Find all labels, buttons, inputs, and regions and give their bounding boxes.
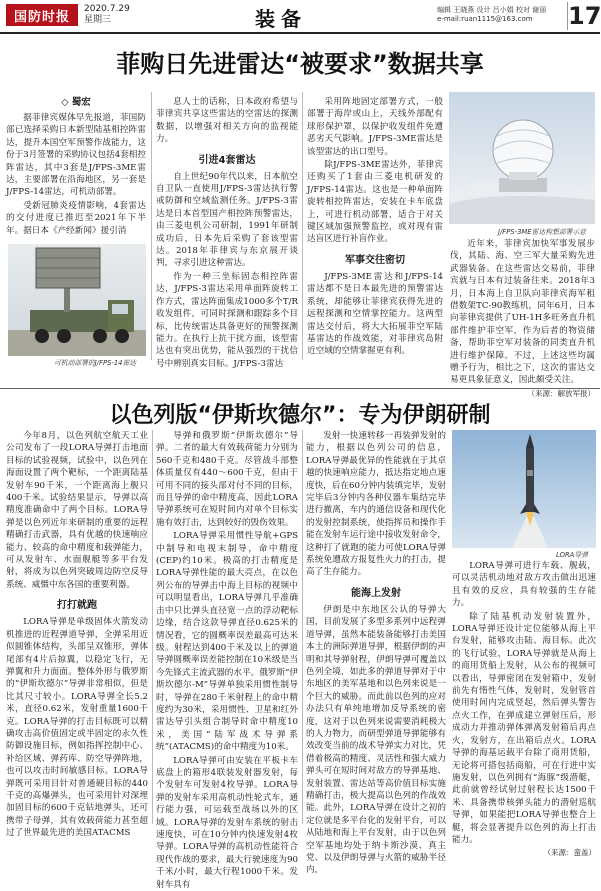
column-divider xyxy=(302,92,303,360)
credits-line-1: 编辑 王晓燕 设计 吕小娟 校对 谢丽 xyxy=(437,6,547,14)
paragraph: 自上世纪90年代以来，日本航空自卫队一直使用J/FPS-3雷达执行警戒防御和空域监测任务。J/FPS-3雷达是日本首型国产相控阵预警雷达，由三菱电机公司研制，1991年研制成功后，日本先后采购了套该型雷达。2018年菲律宾与东京展开谈判，寻求引进这种雷达。 xyxy=(156,171,298,269)
article1-subheading-2: 军事交往密切 xyxy=(345,254,405,266)
paragraph: 受新冠肺炎疫情影响，4套雷达的交付进度已推迟至2021年下半年。据日本《产经新闻》援引消 xyxy=(6,200,146,236)
article2-column-1 xyxy=(6,430,148,839)
article2-column-3 xyxy=(306,430,446,876)
paragraph: 息人士的话称，日本政府希望与菲律宾共享这些雷达的空雷达的探测数据，以增强对相关方向的监视能力。 xyxy=(156,97,298,145)
article1-column-3 xyxy=(307,96,443,360)
paragraph: 发射一快速转移一再装弹发射的能力，根据以色列公司的信息，LORA导弹最优异的性能就在于其卓越的快速响应能力，抵达指定地点速度快，后在60分钟内装填完毕，发射完毕后3分钟内各种仪器车集结完毕进行撤离，车内的通信设备和现代化的发射控制系统，使指挥员和操作手能在发射车运行途中接收发射命令，这种打了就跑的能力可使LORA导弹系统免遭敌方报复性火力的打击，提高了生存能力。 xyxy=(306,431,446,578)
article2-column-2 xyxy=(156,430,298,890)
paragraph: LORA导弹是单级固体火箭发动机推进的近程弹道导弹，全弹采用近似圆锥体结构，头部呈双锥形，弹体尾部有4片后掠翼，以稳定飞行，无弹翼和升力面面。整体外形与俄罗斯的“伊斯坎德尔”导弹非常相似，但是比其尺寸较小。LORA导弹全长5.2米，直径0.62米，发射重量1600千克。LORA导弹的打击目标既可以精确攻击高价值固定或半固定的永久性防御设施目标，例如指挥控制中心、补给区域、弹药库、防空导弹阵地，也可以攻击时间敏感目标。LORA导弹既可采用目针对普通硬目标的440千克的高爆弹头，也可采用针对深埋加固目标的600千克钻地弹头，还可携带子母弹，其有效载荷能力甚至超过了世界最先进的美国ATACMS xyxy=(6,617,148,839)
masthead xyxy=(0,0,600,34)
column-divider xyxy=(151,92,152,360)
paragraph: LORA导弹采用惯性导航+GPS中制导和电视末制导，命中精度(CEP)约10米。极高的打击精度是LORA导弹性能的最大亮点，在以色列公布的导弹击中海上目标的视频中可以明显看出，LORA导弹几乎准确击中只比弹头直径宽一点的浮动靶标边缘，结合这款导弹直径0.625米的情况看，它的圆概率误差最高可达米级。射程达到400千米及以上的弹道导弹圆概率误差能控制在10米级是当今先锋式主流武器的水平。俄罗斯“伊斯坎德尔-M”导弹单独采用惯性制导时，导弹在280千米射程上的命中精度约为30米，采用惯性、卫星和红外雷达导引头组合制导时命中精度10米，美国“陆军战术导弹系统”(ATACMS)的命中精度为10米。 xyxy=(156,531,298,753)
article2-subheading-2: 能海上发射 xyxy=(351,587,401,599)
section-title: 装备 xyxy=(255,7,307,31)
issue-weekday: 星期三 xyxy=(84,15,112,25)
article2-column-4 xyxy=(452,560,596,858)
paragraph: 今年8月，以色列航空航天工业公司发布了一段LORA导弹打击地面目标的试验视频，试验中，以色列在海面设置了两个靶标，一个距离陆基发射车90千米，一个距离海上舰只400千米。试验结果显示，导弹以高精度准确命中了两个目标。LORA导弹是以色列近年来研制的重要的远程精确打击武器，具有优越的快速响应能力、较高的命中精度和载弹能力，可从发射车、水面舰艇等多平台发射，将成为以色列突破周边防空反导系统、威慑中东各国的重要利器。 xyxy=(6,431,148,590)
paragraph: LORA导弹可进行车载、舰载，可以灵活机动地对敌方攻击做出迅速且有效的反应，具有较强的生存能力。 xyxy=(452,561,596,609)
paragraph: 作为一种三坐标固态相控阵雷达，J/FPS-3雷达采用单面阵旋转工作方式，雷达阵面集成1000多个T/R收发组件，可同时探测和跟踪多个目标，比传统雷达具备更好的预警探测能力。在执行上抗干扰方面，该型雷达也有突出优势，能从强烈的干扰信号中辨别真实目标。J/FPS-3雷达 xyxy=(156,271,298,369)
paragraph: J/FPS-3ME雷达和J/FPS-14雷达都不是日本最先进的预警雷达系统，却能够让菲律宾获得先进的远程探测和空情掌控能力。这两型雷达交付后，将大大拓展菲空军陆基雷达的作战效能，对菲律宾岛附近空域的空情掌握更有利。 xyxy=(307,271,443,357)
paragraph: 近年来，菲律宾加快军事发展步伐，其陆、海、空三军大量采购先进武器装备。在这些雷达交易前，菲律宾就与日本有过装备往来。2018年3月，日本海上自卫队向菲律宾海军租借数架TC-90教练机，同年6月，日本向菲律宾提供了UH-1H多旺务直升机部件维护菲空军，作为后者的物资储备，帮助菲空军对装备的同类直升机进行维护保障。不过，上述这些均属赠予行为，相比之下，这次的雷达交易更具象征意义，因此颇受关注。 xyxy=(450,239,595,386)
radar-truck-illustration xyxy=(8,244,146,356)
article2-subheading-1: 打打就跑 xyxy=(57,600,97,612)
radar-truck-caption: 可机动部署的J/FPS-14雷达 xyxy=(54,359,137,367)
paragraph: 伊朗是中东地区公认的导弹大国，目前发展了多型多系列中远程弹道导弹，虽然本能装备能够打击美国本土的洲际弹道导弹，根据伊朗的声明和其导弹射程，伊朗导弹可覆盖以色列全境，如此多的弹道导弹对于中东地区的美军基地和以色列来说是一个巨大的威胁。而此前以色列的应对办法只有单纯地增加反导系统的密度，这对于以色列来说需要消耗极大的人力物力，而研型弹道导弹能够有效改变当前的战术导弹实力对比，凭借着极高的精度、灵活性和强大威力弹头可在短时间对敌方的导弹基地、发射装置、雷达站等高价值目标实施精确打击，极大提高以色列的作战效能。此外，LORA导弹在设计之初的定位就是多平台化的发射平台，可以从陆地和海上平台发射，由于以色列空军基地均处于纳卡斯沙漠、真主党、以及伊朗导弹与火箭的威胁半径内， xyxy=(306,604,446,876)
editor-credits xyxy=(437,6,565,24)
page-number: 17 xyxy=(568,2,601,30)
article1-source: （来源：解放军报） xyxy=(527,388,595,398)
newspaper-logo: 国防时报 xyxy=(6,4,78,26)
paragraph: 除J/FPS-3ME雷达外，菲律宾还购买了1套由三菱电机研发的J/FPS-14雷达。这也是一种单面阵旋转相控阵雷达，安装在卡车底盘上，可进行机动部署，适合于对关键区域加强预警监控，或对现有雷达盲区进行补盲作业。 xyxy=(307,160,443,245)
article2-headline: 以色列版“伊斯坎德尔”：专为伊朗研制 xyxy=(109,403,491,428)
article2-source: （来源：蛮盖） xyxy=(543,848,596,858)
article1-column-4 xyxy=(450,238,595,398)
article1-subheading-1: 引进4套雷达 xyxy=(198,154,256,166)
paragraph: 据菲律宾媒体早先报道，菲国防部已选择采购日本新型陆基相控阵雷达，提升本国空军预警作战能力，这份于3月签署的采购协议包括4套相控阵雷达，其中3套是J/FPS-3ME雷达，主要部署在沿海地区，另一套是J/FPS-14雷达，可机动部署。 xyxy=(6,113,146,198)
article1-headline: 菲购日先进雷达“被要求”数据共享 xyxy=(116,50,484,78)
article-divider xyxy=(0,388,600,389)
radome-photo xyxy=(449,92,595,224)
issue-date: 2020.7.29 xyxy=(84,4,130,14)
missile-illustration xyxy=(452,430,596,548)
paragraph: 采用阵地固定部署方式，一般部署于海岸或山上，天线外部配有球形保护罩，以保护收发组件免遭恶劣天气影响。J/FPS-3ME雷达是该型雷达的出口型号。 xyxy=(307,97,443,157)
article1-column-2 xyxy=(156,96,298,369)
missile-launch-photo xyxy=(452,430,596,548)
paragraph: LORA导弹可由安装在平板卡车底盘上的箱形4联装发射器发射，每个发射车可发射4枚导弹。LORA导弹的发射车采用高机动性轮式车，通行能力强，可运载至战场以外的区域。LORA导弹的发射车系统的射击速度快，可在10分钟内快速发射4枚导弹。LORA导弹的高机动性能符合现代作战的要求，最大行驶速度为90千米/小时，最大行程1000千米。发射车具有 xyxy=(156,755,298,890)
credits-email: e-mail:ruan1115@163.com xyxy=(437,15,533,23)
column-divider xyxy=(152,430,153,824)
radome-illustration xyxy=(449,92,595,224)
column-divider xyxy=(302,430,303,824)
radome-caption: J/FPS-3ME雷达构想部署示意 xyxy=(498,228,586,236)
article1-byline: ◇ 蜀宏 xyxy=(61,97,91,108)
issue-date-block xyxy=(84,4,130,26)
missile-caption: LORA导弹 xyxy=(556,551,588,559)
paragraph: 除了陆基机动发射装置外，LORA导弹还设计定位能够从海上平台发射，能够攻击陆、海目标。此次的飞行试验，LORA导弹就是从海上的商用货船上发射，从公布的视频可以看出，导弹密闭在发射箱中，发射前先有惰性气体，发射时，发射管首使用时间内完成竖起，然后弹头警告点火工作，在弹成建立弹射压后，形成动力并推动弹体弹离发射箱后再点火，发射方，在出箱后点火。LORA导弹的海基运载平台除了商用货船，无论将可搭包括商船，可在行进中实施发射，以色列拥有“海豚”级潜艇，此前就曾经试射过射程长达1500千米、具备携带核弹头能力的潜射巡航导弹，如果能把LORA导弹也整合上艇，将会显著提升以色列的海上打击能力。 xyxy=(452,611,596,845)
paragraph: 导弹和俄罗斯“伊斯坎德尔”导弹。二者的最大有效载荷能力分别为560千克和480千克。尽管战斗部整体质量仅有440～600千克，但由于可用不同的接头部对付不同的目标，而且导弹的命中精度高，因此LORA导弹系统可在短时间内对单个目标实施有效打击，达到较好的毁伤效果。 xyxy=(156,431,298,528)
radar-truck-photo xyxy=(8,244,146,356)
